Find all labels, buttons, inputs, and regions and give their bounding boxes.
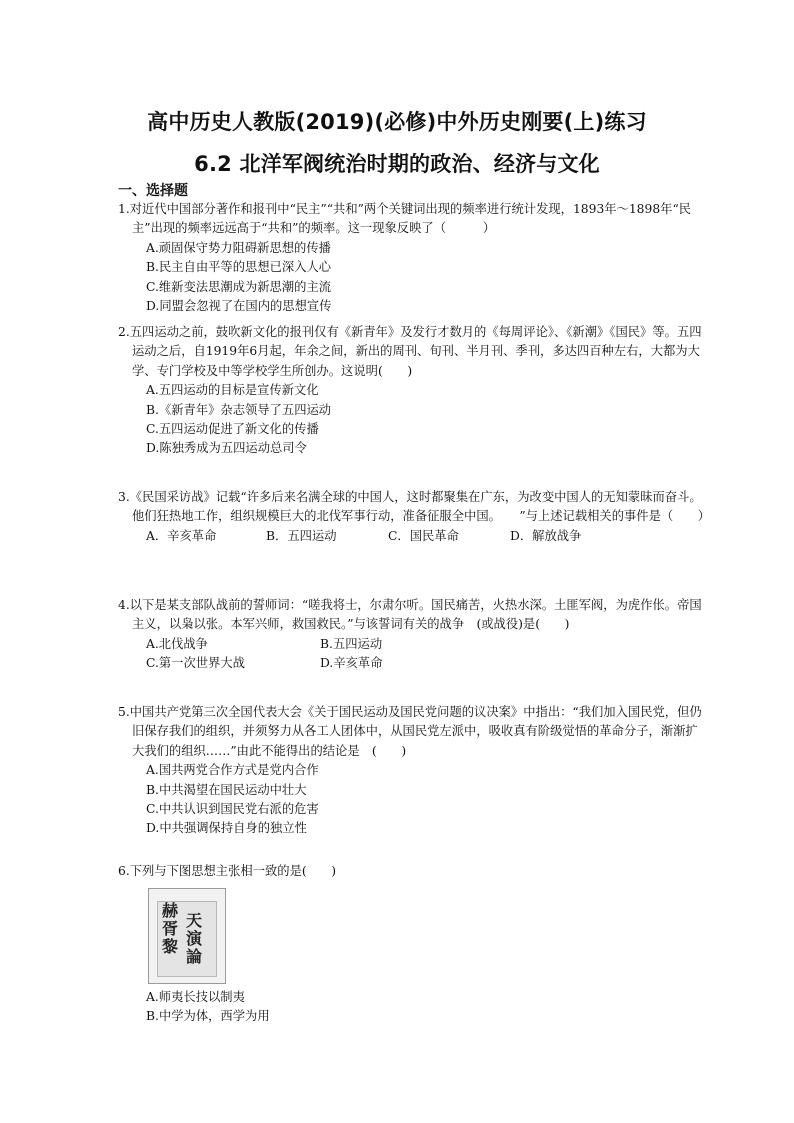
question-6-options [118, 988, 704, 1027]
option-c: C.中共认识到国民党右派的危害 [146, 802, 319, 817]
question-3 [118, 488, 711, 546]
question-1 [118, 200, 704, 316]
section-heading: 一、选择题 [118, 183, 188, 199]
question-stem: 2.五四运动之前，鼓吹新文化的报刊仅有《新青年》及发行才数月的《每周评论》、《新潮》《国民》等。五四运动之后，自1919年6月起，年余之间，新出的周刊、旬刊、半月刊、季刊，多达四百种左右，大都为大学、专门学校及中等学校学生所创办。这说明( ) [118, 325, 702, 378]
question-stem: 4.以下是某支部队战前的誓师词：“嗟我将士，尔肃尔听。国民痛苦，火热水深。土匪军阀，为虎作伥。帝国主义，以枭以张。本军兴师，救国救民。”与该誓词有关的战争 (或战役)是( ) [118, 598, 702, 632]
option-a: A.北伐战争 [146, 636, 208, 651]
option-d: D．解放战争 [510, 528, 582, 543]
option-b: B.民主自由平等的思想已深入人心 [146, 260, 332, 275]
option-d: D.同盟会忽视了在国内的思想宣传 [146, 299, 332, 314]
option-a: A.五四运动的目标是宣传新文化 [146, 383, 319, 398]
figure-char: 天 [185, 911, 202, 930]
question-5 [118, 703, 704, 839]
option-b: B.中学为体，西学为用 [146, 1009, 270, 1024]
option-b: B.《新青年》杂志领导了五四运动 [146, 402, 332, 417]
option-d: D.陈独秀成为五四运动总司令 [146, 441, 307, 456]
page-subtitle: 6.2 北洋军阀统治时期的政治、经济与文化 [194, 152, 600, 176]
option-d: D.辛亥革命 [320, 656, 383, 671]
question-stem: 5.中国共产党第三次全国代表大会《关于国民运动及国民党问题的议决案》中指出：“我们加入国民党，但仍旧保存我们的组织，并须努力从各工人团体中，从国民党左派中，吸收真有阶级觉悟的革命分子，渐渐扩大我们的组织……”由此不能得出的结论是 ( ) [118, 705, 702, 758]
option-d: D.中共强调保持自身的独立性 [146, 821, 307, 836]
option-c: C．国民革命 [388, 528, 459, 543]
figure-char: 演 [185, 929, 202, 948]
option-c: C.五四运动促进了新文化的传播 [146, 422, 319, 437]
option-a: A.国共两党合作方式是党内合作 [146, 763, 319, 778]
question-6 [118, 862, 704, 881]
question-stem: 1.对近代中国部分著作和报刊中“民主”“共和”两个关键词出现的频率进行统计发现，1893年～1898年“民主”出现的频率远远高于“共和”的频率。这一现象反映了（ ） [118, 202, 692, 236]
question-4 [118, 596, 704, 674]
figure-char: 赫 [161, 901, 178, 920]
book-cover-figure [148, 888, 226, 984]
figure-char: 論 [185, 947, 202, 966]
option-c: C.维新变法思潮成为新思潮的主流 [146, 279, 332, 294]
option-b: B．五四运动 [266, 528, 337, 543]
figure-char: 胥 [161, 919, 178, 938]
question-2 [118, 323, 704, 459]
question-stem: 6.下列与下图思想主张相一致的是( ) [118, 864, 337, 878]
option-b: B.中共渴望在国民运动中壮大 [146, 782, 307, 797]
question-stem: 3.《民国采访战》记载“许多后来名满全球的中国人，这时都聚集在广东，为改变中国人的无知蒙昧而奋斗。他们狂热地工作，组织规模巨大的北伐军事行动，准备征服全中国。 ”与上述记载相关的事件是（ ） [118, 490, 711, 524]
option-c: C.第一次世界大战 [146, 656, 245, 671]
option-a: A.师夷长技以制夷 [146, 990, 245, 1004]
option-a: A.顽固保守势力阻碍新思想的传播 [146, 240, 331, 255]
figure-char: 黎 [161, 937, 178, 956]
option-b: B.五四运动 [320, 636, 383, 651]
page-title: 高中历史人教版(2019)(必修)中外历史刚要(上)练习 [147, 110, 647, 134]
option-a: A．辛亥革命 [146, 528, 217, 543]
